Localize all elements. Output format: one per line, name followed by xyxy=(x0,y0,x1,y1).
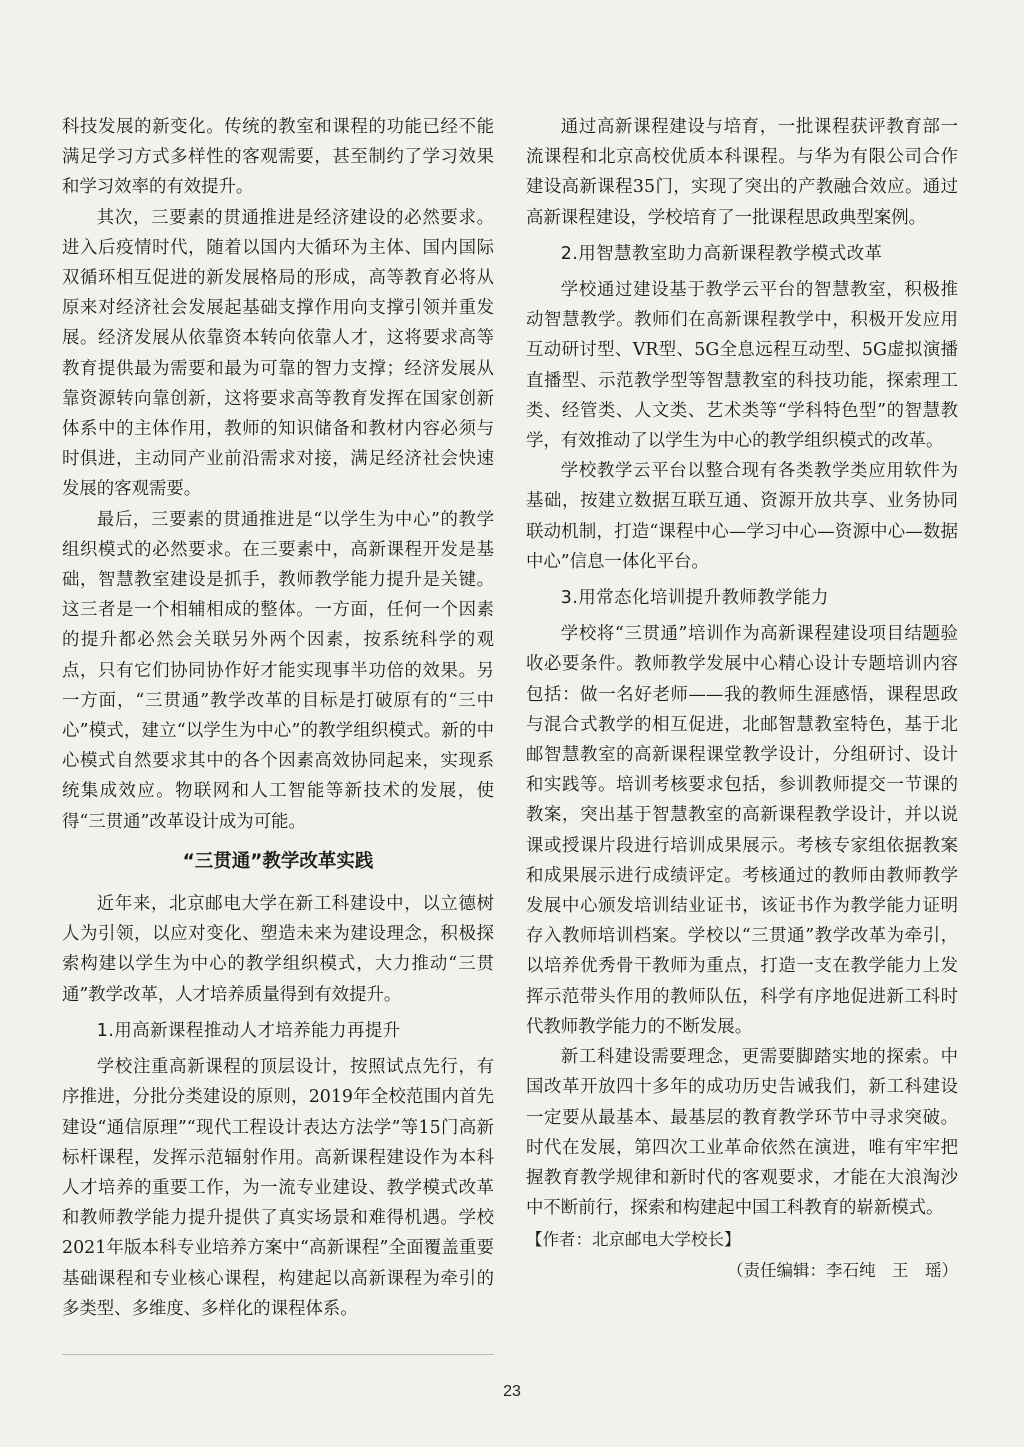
right-column xyxy=(526,112,958,1286)
section-title: “三贯通”教学改革实践 xyxy=(182,850,374,872)
paragraph: 通过高新课程建设与培育，一批课程获评教育部一流课程和北京高校优质本科课程。与华为有限公司合作建设高新课程35门，实现了突出的产教融合效应。通过高新课程建设，学校培育了一批课程思政典型案例。 xyxy=(526,117,958,228)
subsection-heading: 3.用常态化培训提升教师教学能力 xyxy=(560,588,829,609)
page-number: 23 xyxy=(503,1383,521,1400)
bottom-rule-left xyxy=(62,1354,494,1355)
paragraph: 科技发展的新变化。传统的教室和课程的功能已经不能满足学习方式多样性的客观需要，甚至制约了学习效果和学习效率的有效提升。 xyxy=(62,117,494,198)
subsection-heading: 1.用高新课程推动人才培养能力再提升 xyxy=(96,1020,401,1041)
editor-note: （责任编辑：李石纯 王 瑶） xyxy=(727,1260,958,1280)
paragraph: 学校将“三贯通”培训作为高新课程建设项目结题验收必要条件。教师教学发展中心精心设计专题培训内容包括：做一名好老师——我的教师生涯感悟，课程思政与混合式教学的相互促进，北邮智慧教室特色，基于北邮智慧教室的高新课程课堂教学设计，分组研讨、设计和实践等。培训考核要求包括，参训教师提交一节课的教案，突出基于智慧教室的高新课程教学设计，并以说课或授课片段进行培训成果展示。考核专家组依据教案和成果展示进行成绩评定。考核通过的教师由教师教学发展中心颁发培训结业证书，该证书作为教学能力证明存入教师培训档案。学校以“三贯通”教学改革为牵引，以培养优秀骨干教师为重点，打造一支在教学能力上发挥示范带头作用的教师队伍，科学有序地促进新工科时代教师教学能力的不断发展。 xyxy=(526,624,958,1037)
subsection-heading: 2.用智慧教室助力高新课程教学模式改革 xyxy=(560,243,883,264)
paragraph: 其次，三要素的贯通推进是经济建设的必然要求。进入后疫情时代，随着以国内大循环为主体、国内国际双循环相互促进的新发展格局的形成，高等教育必将从原来对经济社会发展起基础支撑作用向支撑引领并重发展。经济发展从依靠资本转向依靠人才，这将要求高等教育提供最为需要和最为可靠的智力支撑；经济发展从靠资源转向靠创新，这将要求高等教育发挥在国家创新体系中的主体作用，教师的知识储备和教材内容必须与时俱进，主动同产业前沿需求对接，满足经济社会快速发展的客观需要。 xyxy=(62,207,494,500)
paragraph: 最后，三要素的贯通推进是“以学生为中心”的教学组织模式的必然要求。在三要素中，高新课程开发是基础，智慧教室建设是抓手，教师教学能力提升是关键。这三者是一个相辅相成的整体。一方面，任何一个因素的提升都必然会关联另外两个因素，按系统科学的观点，只有它们协同协作好才能实现事半功倍的效果。另一方面，“三贯通”教学改革的目标是打破原有的“三中心”模式，建立“以学生为中心”的教学组织模式。新的中心模式自然要求其中的各个因素高效协同起来，实现系统集成效应。物联网和人工智能等新技术的发展，使得“三贯通”改革设计成为可能。 xyxy=(62,509,494,832)
paragraph: 学校教学云平台以整合现有各类教学类应用软件为基础，按建立数据互联互通、资源开放共享、业务协同联动机制，打造“课程中心—学习中心—资源中心—数据中心”信息一体化平台。 xyxy=(526,461,958,572)
author-note: 【作者：北京邮电大学校长】 xyxy=(526,1230,741,1250)
paragraph: 学校注重高新课程的顶层设计，按照试点先行，有序推进，分批分类建设的原则，2019年全校范围内首先建设“通信原理”“现代工程设计表达方法学”等15门高新标杆课程，发挥示范辐射作用。高新课程建设作为本科人才培养的重要工作，为一流专业建设、教学模式改革和教师教学能力提升提供了真实场景和难得机遇。学校2021年版本科专业培养方案中“高新课程”全面覆盖重要基础课程和专业核心课程，构建起以高新课程为牵引的多类型、多维度、多样化的课程体系。 xyxy=(62,1057,494,1319)
left-column xyxy=(62,112,494,1324)
paragraph: 近年来，北京邮电大学在新工科建设中，以立德树人为引领，以应对变化、塑造未来为建设理念，积极探索构建以学生为中心的教学组织模式，大力推动“三贯通”教学改革，人才培养质量得到有效提升。 xyxy=(62,894,494,1005)
paragraph: 学校通过建设基于教学云平台的智慧教室，积极推动智慧教学。教师们在高新课程教学中，积极开发应用互动研讨型、VR型、5G全息远程互动型、5G虚拟演播直播型、示范教学型等智慧教室的科技功能，探索理工类、经管类、人文类、艺术类等“学科特色型”的智慧教学，有效推动了以学生为中心的教学组织模式的改革。 xyxy=(526,280,958,452)
paragraph: 新工科建设需要理念，更需要脚踏实地的探索。中国改革开放四十多年的成功历史告诫我们，新工科建设一定要从最基本、最基层的教育教学环节中寻求突破。时代在发展，第四次工业革命依然在演进，唯有牢牢把握教育教学规律和新时代的客观要求，才能在大浪淘沙中不断前行，探索和构建起中国工科教育的崭新模式。 xyxy=(526,1047,958,1219)
